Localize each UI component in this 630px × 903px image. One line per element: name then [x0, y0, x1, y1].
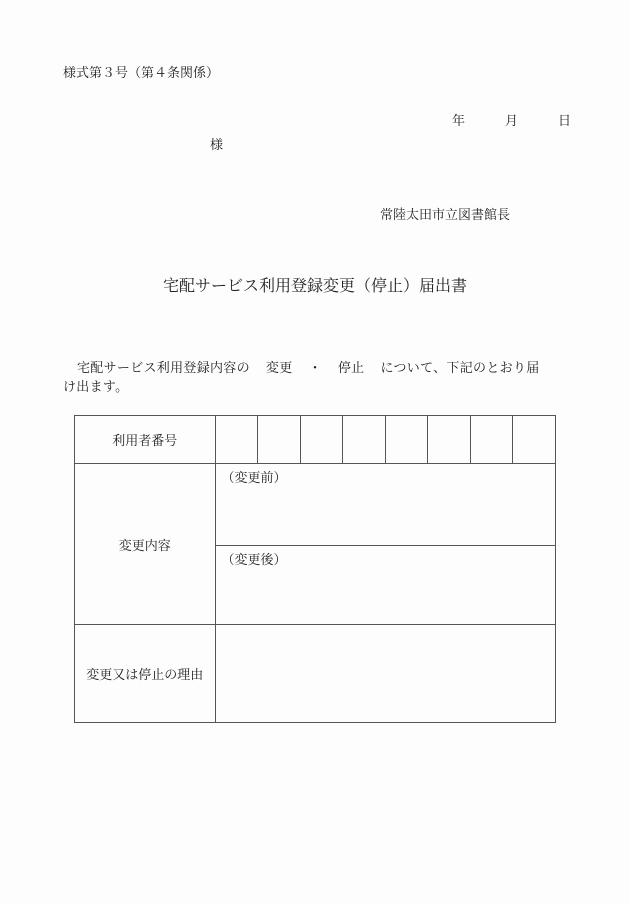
user-number-digit-4[interactable]: [343, 416, 386, 464]
body-text: [63, 359, 569, 397]
change-before-label: （変更前）: [221, 471, 287, 486]
date-year: 年: [452, 114, 466, 129]
reason-label: 変更又は停止の理由: [75, 625, 216, 723]
reason-field[interactable]: [215, 625, 555, 723]
date-line: [452, 114, 571, 130]
user-number-digit-2[interactable]: [258, 416, 301, 464]
body-intro: 宅配サービス利用登録内容の: [77, 361, 250, 376]
date-month: 月: [505, 114, 519, 129]
change-before-field[interactable]: [215, 464, 555, 546]
form-number: 様式第３号（第４条関係）: [63, 66, 220, 81]
option-dot: ・: [308, 361, 322, 376]
body-line2: け出ます。: [63, 380, 129, 395]
user-number-label: 利用者番号: [75, 416, 216, 464]
body-line1-end: について、下記のとおり届: [380, 361, 540, 376]
change-before-row: [75, 464, 556, 546]
user-number-digit-6[interactable]: [428, 416, 471, 464]
change-content-label: 変更内容: [75, 464, 216, 625]
change-after-label: （変更後）: [221, 553, 287, 568]
option-change: 変更: [265, 361, 293, 376]
user-number-digit-5[interactable]: [385, 416, 428, 464]
date-day: 日: [558, 114, 572, 129]
user-number-row: [75, 416, 556, 464]
change-after-field[interactable]: [215, 546, 555, 625]
addressee: 様: [210, 138, 224, 153]
issuer: 常陸太田市立図書館長: [380, 208, 511, 223]
user-number-digit-8[interactable]: [513, 416, 556, 464]
user-number-digit-3[interactable]: [300, 416, 343, 464]
form-table: [74, 415, 556, 723]
option-stop: 停止: [337, 361, 365, 376]
user-number-digit-1[interactable]: [215, 416, 258, 464]
user-number-digit-7[interactable]: [470, 416, 513, 464]
document-title: 宅配サービス利用登録変更（停止）届出書: [162, 276, 467, 295]
reason-row: [75, 625, 556, 723]
